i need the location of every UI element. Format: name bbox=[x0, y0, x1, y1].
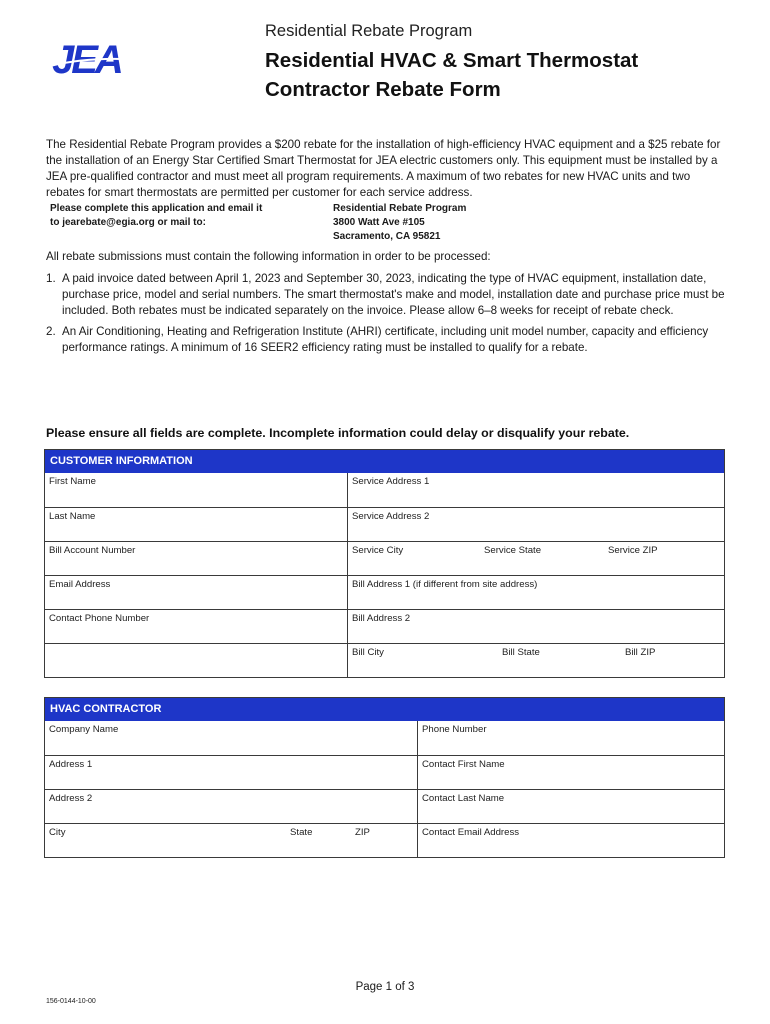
page-number: Page 1 of 3 bbox=[355, 981, 415, 993]
contact-phone-field[interactable] bbox=[45, 610, 347, 643]
bill-city-label: Bill City bbox=[352, 647, 384, 658]
service-city-label: Service City bbox=[352, 545, 404, 556]
address-line-1: Residential Rebate Program bbox=[333, 203, 467, 214]
completion-warning: Please ensure all fields are complete. Incomplete information could delay or disqualify your rebate. bbox=[46, 426, 630, 440]
hvac-contractor-section bbox=[44, 697, 725, 858]
address-line-2: 3800 Watt Ave #105 bbox=[333, 217, 425, 228]
service-address-1-label: Service Address 1 bbox=[352, 476, 430, 487]
contact-first-name-label: Contact First Name bbox=[422, 759, 505, 770]
email-address-field[interactable] bbox=[45, 576, 347, 609]
intro-paragraph: The Residential Rebate Program provides a $200 rebate for the installation of high-efficiency HVAC equipment and a $25 rebate for the installation of an Energy Star Certified Smart Thermostat for JEA electric customers only. This equipment must be installed by a JEA pre-qualified contractor and must meet all program requirements. A maximum of two rebates for new HVAC units and two rebates for smart thermostats are permitted per customer for each service address. bbox=[46, 138, 721, 199]
contact-last-name-label: Contact Last Name bbox=[422, 793, 505, 804]
company-name-field[interactable] bbox=[45, 721, 417, 755]
email-address-label: Email Address bbox=[49, 579, 111, 590]
customer-section-heading: CUSTOMER INFORMATION bbox=[45, 450, 724, 473]
form-title bbox=[265, 46, 638, 104]
mailing-address bbox=[333, 202, 466, 244]
requirements-list bbox=[46, 271, 726, 361]
logo-text: JEA bbox=[52, 38, 121, 78]
contractor-address-2-label: Address 2 bbox=[49, 793, 93, 804]
bill-address-1-label: Bill Address 1 (if different from site address) bbox=[352, 579, 538, 590]
service-address-1-field[interactable] bbox=[347, 473, 724, 507]
title-line-2: Contractor Rebate Form bbox=[265, 78, 501, 101]
bill-state-label: Bill State bbox=[502, 647, 540, 658]
requirement-text: A paid invoice dated between April 1, 2023 and September 30, 2023, indicating the type of HVAC equipment, installation date, purchase price, model and serial numbers. The smart thermostat's make and model, installation date and purchase price must be included. Both rebates must be indicated separately on the invoice. Please allow 6–8 weeks for receipt of rebate check. bbox=[62, 272, 725, 317]
title-line-1: Residential HVAC & Smart Thermostat bbox=[265, 49, 639, 72]
contact-email-field[interactable] bbox=[417, 824, 724, 857]
contractor-city-label: City bbox=[49, 827, 66, 838]
bill-address-1-field[interactable] bbox=[347, 576, 724, 609]
contractor-city-state-zip-field[interactable] bbox=[45, 824, 417, 857]
contractor-address-1-field[interactable] bbox=[45, 756, 417, 789]
service-address-2-label: Service Address 2 bbox=[352, 511, 430, 522]
service-city-state-zip-field[interactable] bbox=[347, 542, 724, 575]
bill-city-state-zip-field[interactable] bbox=[347, 644, 724, 677]
mailing-instructions bbox=[50, 202, 262, 230]
phone-number-label: Phone Number bbox=[422, 724, 487, 735]
instruction-line-1: Please complete this application and email it bbox=[50, 203, 263, 214]
jea-logo bbox=[50, 38, 146, 78]
contractor-address-2-field[interactable] bbox=[45, 790, 417, 823]
program-label: Residential Rebate Program bbox=[265, 22, 473, 40]
bill-address-2-label: Bill Address 2 bbox=[352, 613, 411, 624]
company-name-label: Company Name bbox=[49, 724, 119, 735]
first-name-label: First Name bbox=[49, 476, 96, 487]
service-zip-label: Service ZIP bbox=[608, 545, 658, 556]
contact-phone-label: Contact Phone Number bbox=[49, 613, 150, 624]
customer-information-section bbox=[44, 449, 725, 678]
requirement-number: 2. bbox=[46, 325, 56, 338]
phone-number-field[interactable] bbox=[417, 721, 724, 755]
requirement-number: 1. bbox=[46, 272, 56, 285]
bill-address-2-field[interactable] bbox=[347, 610, 724, 643]
instruction-line-2: to jearebate@egia.org or mail to: bbox=[50, 217, 206, 228]
address-line-3: Sacramento, CA 95821 bbox=[333, 231, 441, 242]
contact-first-name-field[interactable] bbox=[417, 756, 724, 789]
contact-phone-continued[interactable] bbox=[45, 644, 347, 677]
contractor-zip-label: ZIP bbox=[355, 827, 370, 838]
contractor-state-label: State bbox=[290, 827, 313, 838]
service-address-2-field[interactable] bbox=[347, 508, 724, 541]
contractor-section-heading: HVAC CONTRACTOR bbox=[45, 698, 724, 721]
contact-last-name-field[interactable] bbox=[417, 790, 724, 823]
service-state-label: Service State bbox=[484, 545, 542, 556]
bill-account-number-field[interactable] bbox=[45, 542, 347, 575]
contact-email-label: Contact Email Address bbox=[422, 827, 520, 838]
bill-account-number-label: Bill Account Number bbox=[49, 545, 136, 556]
contractor-address-1-label: Address 1 bbox=[49, 759, 93, 770]
requirement-item bbox=[46, 271, 726, 319]
bill-zip-label: Bill ZIP bbox=[625, 647, 656, 658]
first-name-field[interactable] bbox=[45, 473, 347, 507]
requirements-intro: All rebate submissions must contain the following information in order to be processed: bbox=[46, 250, 491, 263]
last-name-field[interactable] bbox=[45, 508, 347, 541]
requirement-text: An Air Conditioning, Heating and Refrigeration Institute (AHRI) certificate, including unit model number, capacity and efficiency performance ratings. A minimum of 16 SEER2 efficiency rating must be installed to qualify for a rebate. bbox=[62, 325, 709, 354]
form-code: 156-0144-10-00 bbox=[46, 998, 96, 1005]
last-name-label: Last Name bbox=[49, 511, 96, 522]
requirement-item bbox=[46, 324, 726, 356]
